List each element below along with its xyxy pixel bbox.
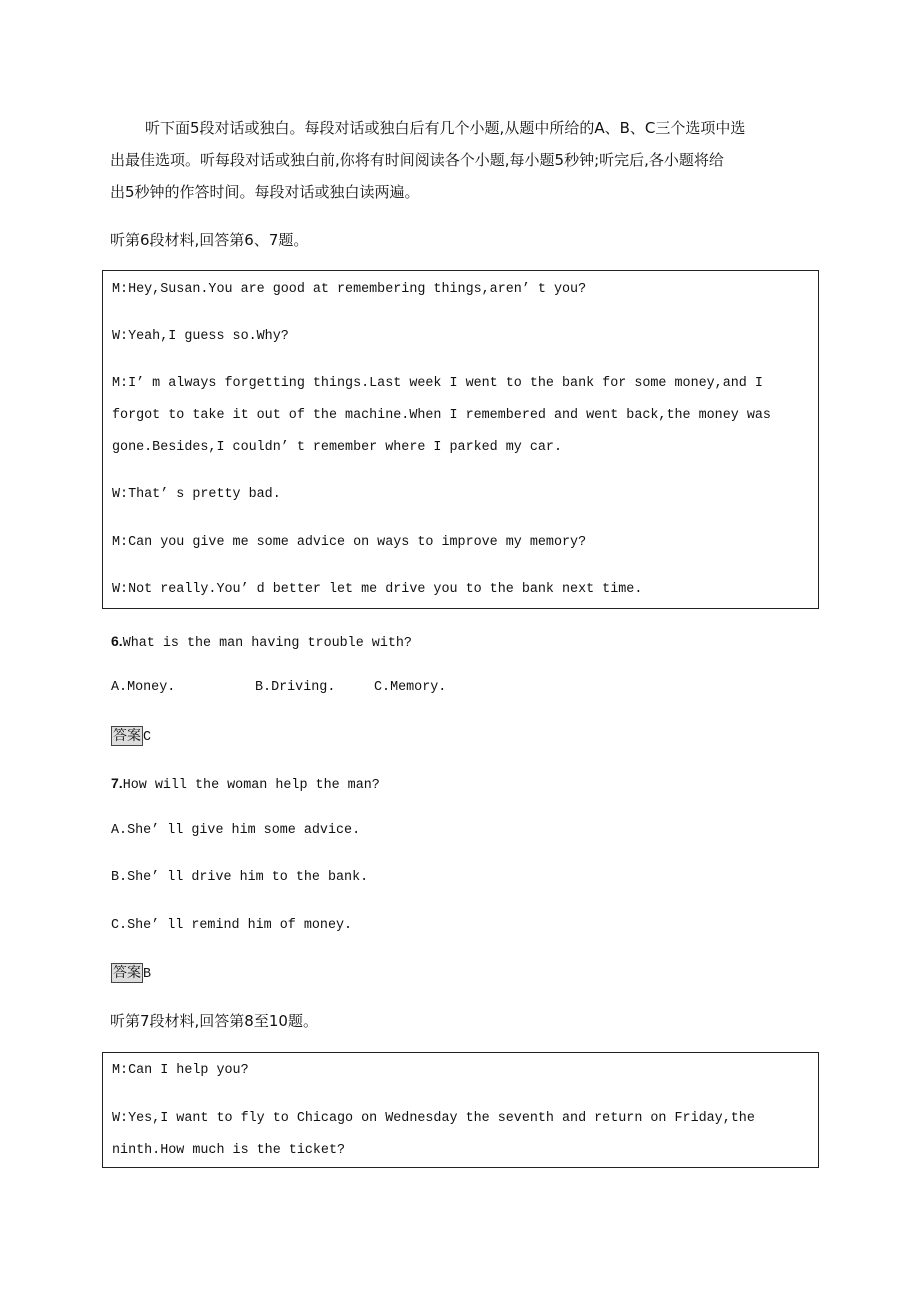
section-heading: 听第6段材料,回答第6、7题。 xyxy=(110,231,309,249)
answer-value: C xyxy=(143,730,152,745)
question-6 xyxy=(111,632,412,650)
dialogue-line: M:Hey,Susan.You are good at remembering things,aren’ t you? xyxy=(112,282,587,297)
answer-value: B xyxy=(143,967,152,982)
option-b: B.She’ ll drive him to the bank. xyxy=(111,870,369,885)
dialogue-line: gone.Besides,I couldn’ t remember where I parked my car. xyxy=(112,440,562,455)
option-a: A.Money. xyxy=(111,680,176,695)
dialogue-line: W:Yeah,I guess so.Why? xyxy=(112,329,289,344)
dialogue-line: ninth.How much is the ticket? xyxy=(112,1143,346,1158)
intro-line: 出5秒钟的作答时间。每段对话或独白读两遍。 xyxy=(110,183,420,201)
dialogue-line: W:Not really.You’ d better let me drive you to the bank next time. xyxy=(112,582,643,597)
intro-line: 出最佳选项。听每段对话或独白前,你将有时间阅读各个小题,每小题5秒钟;听完后,各小题将给 xyxy=(110,151,724,169)
answer-label: 答案 xyxy=(113,965,141,981)
answer-7 xyxy=(111,963,151,981)
dialogue-line: M:Can you give me some advice on ways to improve my memory? xyxy=(112,535,587,550)
question-7 xyxy=(111,774,380,792)
option-c: C.Memory. xyxy=(374,680,447,695)
answer-6 xyxy=(111,726,151,744)
section-heading: 听第7段材料,回答第8至10题。 xyxy=(110,1012,318,1030)
answer-label: 答案 xyxy=(113,728,141,744)
dialogue-line: W:Yes,I want to fly to Chicago on Wednesday the seventh and return on Friday,the xyxy=(112,1111,755,1126)
dialogue-line: forgot to take it out of the machine.When I remembered and went back,the money was xyxy=(112,408,771,423)
dialogue-line: M:Can I help you? xyxy=(112,1063,249,1078)
question-number: 7. xyxy=(111,775,123,791)
dialogue-line: W:That’ s pretty bad. xyxy=(112,487,281,502)
intro-line: 听下面5段对话或独白。每段对话或独白后有几个小题,从题中所给的A、B、C三个选项中选 xyxy=(145,119,746,137)
question-text: How will the woman help the man? xyxy=(122,778,380,793)
question-text: What is the man having trouble with? xyxy=(122,636,412,651)
option-a: A.She’ ll give him some advice. xyxy=(111,823,361,838)
question-number: 6. xyxy=(111,633,123,649)
option-c: C.She’ ll remind him of money. xyxy=(111,918,353,933)
dialogue-line: M:I’ m always forgetting things.Last week I went to the bank for some money,and I xyxy=(112,376,763,391)
option-b: B.Driving. xyxy=(255,680,336,695)
